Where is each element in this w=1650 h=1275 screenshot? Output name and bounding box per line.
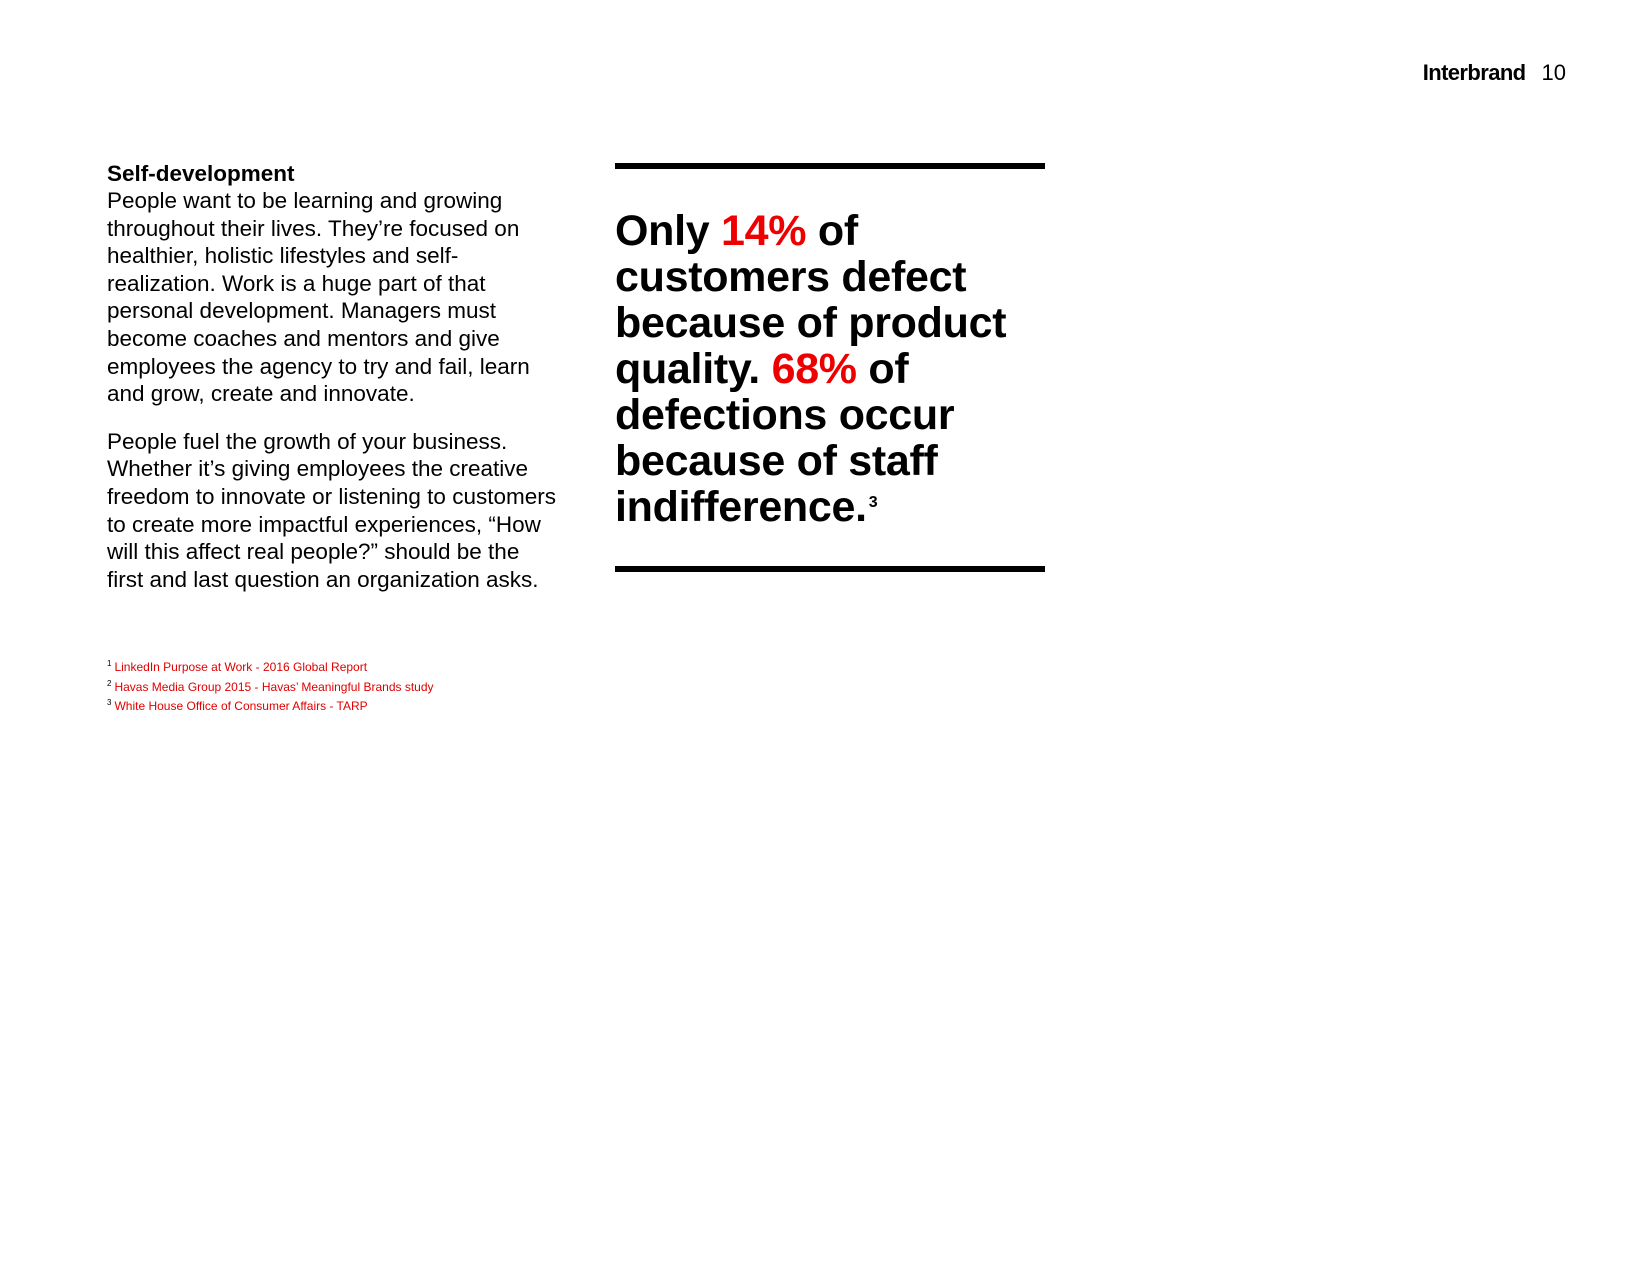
body-paragraph: People fuel the growth of your business. Whether it’s giving employees the creative freedom to innovate or listening to customers to create more impactful experiences, “How will this affect real people?” should be the first and last question an organization asks. bbox=[107, 428, 556, 592]
section-heading: Self-development bbox=[107, 161, 295, 186]
footnote-mark: 1 bbox=[107, 659, 112, 668]
pull-quote bbox=[615, 208, 1045, 530]
footnote-mark: 3 bbox=[107, 698, 112, 707]
brand-logo: Interbrand bbox=[1422, 60, 1526, 85]
quote-text: of defections occur because of staff indifference. bbox=[615, 345, 955, 531]
left-column bbox=[107, 160, 557, 593]
footnote-mark: 2 bbox=[107, 678, 112, 688]
footnote-reference: 3 bbox=[868, 494, 878, 511]
pull-quote-block bbox=[615, 163, 1045, 572]
stat-highlight: 68% bbox=[771, 345, 857, 393]
footnote bbox=[107, 697, 607, 717]
footnote bbox=[107, 678, 607, 698]
page-header bbox=[1423, 60, 1566, 86]
page-number: 10 bbox=[1541, 60, 1566, 85]
footnote-text: Havas Media Group 2015 - Havas’ Meaningful Brands study bbox=[114, 679, 434, 694]
quote-text: of customers defect because of product quality. bbox=[615, 207, 1007, 393]
body-paragraph: People want to be learning and growing throughout their lives. They’re focused on healthier, holistic lifestyles and self-realization. Work is a huge part of that personal development. Managers must become coaches and mentors and give employees the agency to try and fail, learn and grow, create and innovate. bbox=[107, 188, 530, 407]
footnote-text: LinkedIn Purpose at Work - 2016 Global Report bbox=[114, 660, 368, 674]
footnote bbox=[107, 658, 607, 678]
quote-text: Only bbox=[615, 207, 722, 255]
footnote-text: White House Office of Consumer Affairs - TARP bbox=[114, 699, 368, 713]
stat-highlight: 14% bbox=[721, 207, 807, 255]
footnotes bbox=[107, 658, 607, 717]
bottom-rule bbox=[615, 566, 1045, 572]
top-rule bbox=[615, 163, 1045, 169]
